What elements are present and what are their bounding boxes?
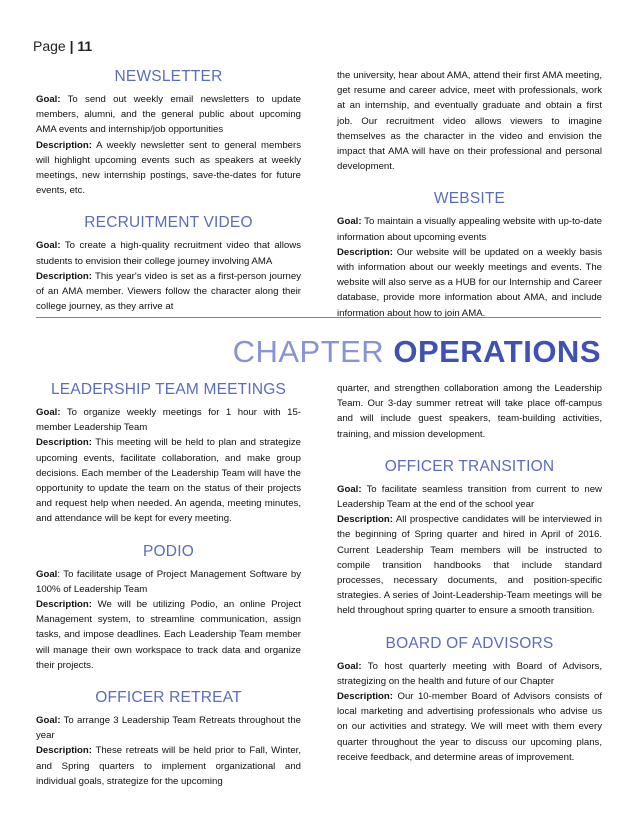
goal-label: Goal: [337,660,362,672]
leadership-goal [36,405,301,435]
goal-text: To host quarterly meeting with Board of Advisors, strategizing on the health and future of our Chapter [337,660,602,687]
description-text: This meeting will be held to plan and strategize upcoming events, facilitate collaboration, and make group decisions. Each member of the Leadership Team will have the opportunity to update the team on the status of their projects and request help when needed. An agenda, meeting minutes, and attendance will be kept for every meeting. [36,437,301,525]
newsletter-heading: NEWSLETTER [114,68,223,85]
advisors-goal [337,659,602,689]
description-label: Description: [36,437,92,449]
goal-text: To facilitate seamless transition from current to new Leadership Team at the end of the school year [337,483,602,511]
description-text: All prospective candidates will be interviewed in the beginning of Spring quarter and hired in April of 2016. Current Leadership Team members will be instructed to compile transition handbooks that include standard processes, necessary documents, and position-specific strategies. A series of Joint-Leadership-Team meetings will be held throughout spring quarter to ensure a smooth transition. [337,514,603,617]
top-left-column [36,68,301,314]
goal-label: Goal [36,568,58,580]
description-text: Our website will be updated on a weekly basis with information about our weekly meetings and events. The website will also serve as a HUB for our Internship and Career database, provide more information about AMA, and include information about how to join AMA. [337,246,602,319]
goal-label: Goal: [337,216,362,228]
goal-label: Goal: [36,94,61,105]
chapter-operations-heading [233,334,601,370]
leadership-description [36,435,301,526]
chapter-word: CHAPTER [232,334,385,369]
description-text: Our 10-member Board of Advisors consists of local marketing and advertising professionals who advise us on our activities and strategy. We will meet with them every quarter throughout the year to discuss our upcoming plans, receive feedback, and determine areas of improvement. [337,691,602,763]
description-label: Description: [337,246,393,258]
bottom-left-column [36,381,301,789]
recruitment-video-heading: RECRUITMENT VIDEO [84,214,253,232]
officer-transition-heading: OFFICER TRANSITION [384,457,555,475]
recruitment-goal [36,238,301,268]
description-text: This year's video is set as a first-person journey of an AMA member. Viewers follow the character along their college journey, as they arrive at [36,270,301,313]
board-of-advisors-heading: BOARD OF ADVISORS [385,634,554,652]
description-label: Description: [36,599,92,611]
goal-label: Goal: [36,715,61,727]
goal-text: To maintain a visually appealing website with up-to-date information about upcoming events [337,216,602,243]
retreat-description-continued: quarter, and strengthen collaboration among the Leadership Team. Our 3-day summer retreat will take place off-campus and will include guest speakers, team-building activities, training, and mission development. [337,383,602,440]
website-heading: WEBSITE [433,190,506,208]
goal-label: Goal: [337,483,362,495]
description-text: We will be utilizing Podio, an online Project Management system, to streamline communication, assign tasks, and impose deadlines. Each Leadership Team member will manage their own workspace to track data and organize their projects. [36,599,301,671]
officer-retreat-heading: OFFICER RETREAT [95,689,242,707]
advisors-description [337,689,602,765]
retreat-goal [36,713,301,743]
recruitment-description [36,269,301,315]
page-label: Page [33,38,66,54]
top-right-column [337,68,602,321]
description-label: Description: [36,139,92,151]
podio-heading: PODIO [143,542,194,560]
transition-description [337,512,602,618]
leadership-meetings-heading: LEADERSHIP TEAM MEETINGS [50,381,287,398]
goal-text: To create a high-quality recruitment video that allows students to envision their college journey involving AMA [36,240,301,267]
goal-label: Goal: [36,407,61,418]
newsletter-goal [36,92,301,138]
page-number-value: 11 [77,38,93,54]
operations-word: OPERATIONS [393,334,601,369]
description-label: Description: [337,691,393,703]
description-label: Description: [36,745,92,757]
section-divider [36,317,601,318]
description-label: Description: [337,514,393,526]
description-text: A weekly newsletter sent to general members will highlight upcoming events such as speakers at weekly meetings, new internship postings, save-the-dates for future events, etc. [36,139,301,197]
goal-label: Goal: [36,240,61,252]
goal-text: : To facilitate usage of Project Management Software by 100% of Leadership Team [36,568,301,595]
goal-text: To organize weekly meetings for 1 hour with 15-member Leadership Team [36,407,301,434]
recruitment-description-continued: the university, hear about AMA, attend their first AMA meeting, get resume and career advice, meet with professionals, work at an internship, and eventually graduate and obtain a first job. Our recruitment video allows viewers to imagine themselves as the character in the video and envision the impact that AMA will have on their professional and personal development. [337,70,602,173]
website-description [337,245,602,321]
transition-goal [337,482,602,512]
retreat-description [36,743,301,789]
newsletter-description [36,138,301,199]
podio-goal [36,567,301,597]
goal-text: To arrange 3 Leadership Team Retreats throughout the year [36,715,301,742]
description-text: These retreats will be held prior to Fall, Winter, and Spring quarters to implement organizational and individual goals, strategize for the upcoming [36,745,301,787]
podio-description [36,597,301,673]
bottom-right-column [337,381,602,765]
goal-text: To send out weekly email newsletters to update members, alumni, and the general public about upcoming AMA events and internship/job opportunities [36,94,301,136]
website-goal [337,214,602,244]
page-number: Page | 11 [33,38,93,54]
description-label: Description: [36,270,92,282]
